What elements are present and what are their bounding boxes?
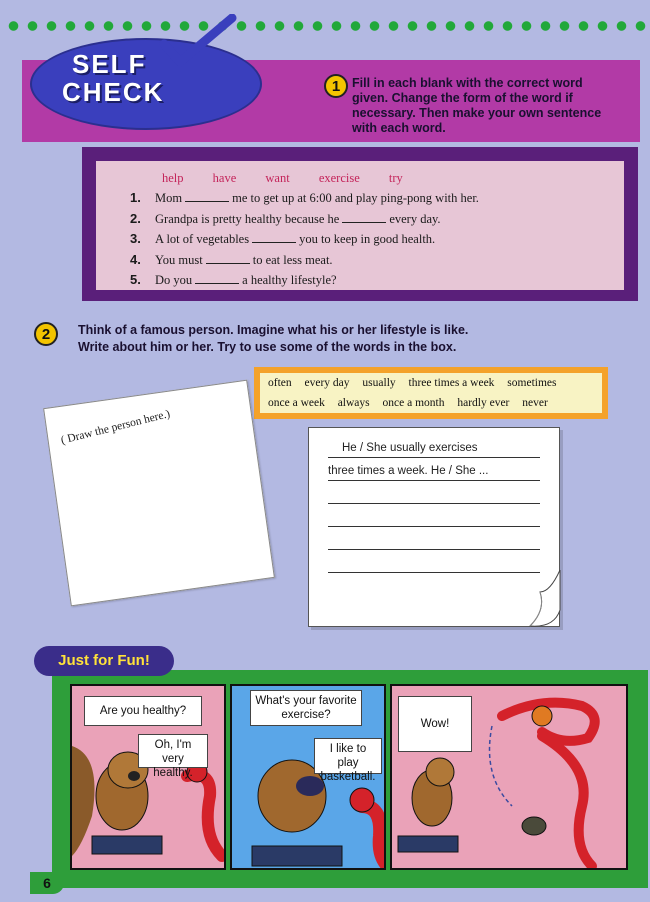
frequency-word: three times a week — [408, 377, 495, 389]
sentence-item — [130, 209, 610, 230]
answer-blank[interactable] — [252, 231, 296, 243]
comic-panel-2 — [230, 684, 386, 870]
word-item: have — [212, 171, 237, 185]
frequency-word: every day — [304, 377, 350, 389]
frequency-word: always — [337, 397, 370, 409]
speech-bubble: What's your favorite exercise? — [250, 690, 362, 726]
answer-blank[interactable] — [195, 272, 239, 284]
sentence-item — [130, 270, 610, 291]
sentence-number: 2. — [130, 210, 141, 226]
sentence-before: Grandpa is pretty healthy because he — [155, 211, 340, 226]
sentence-after: you to keep in good health. — [299, 232, 436, 246]
sentence-number: 3. — [130, 231, 141, 246]
word-item: help — [162, 171, 184, 185]
comic-panel-3 — [390, 684, 628, 870]
page-curl-icon — [510, 570, 564, 630]
sentence-after: to eat less meat. — [252, 252, 333, 267]
speech-bubble: Are you healthy? — [84, 696, 202, 726]
word-list — [162, 171, 429, 186]
sentence-before: A lot of vegetables — [155, 232, 250, 246]
sentence-before: Mom — [155, 191, 183, 205]
writing-line[interactable] — [328, 555, 540, 573]
sentence-item — [130, 229, 610, 250]
sentence-item — [130, 250, 610, 271]
answer-blank[interactable] — [342, 211, 386, 223]
page-number: 6 — [30, 872, 64, 894]
frequency-word: usually — [362, 377, 396, 389]
sentence-number: 5. — [130, 272, 141, 287]
title-line-1: SELF — [72, 49, 147, 79]
word-item: exercise — [318, 171, 360, 185]
sentence-number: 4. — [130, 251, 141, 267]
sentence-before: You must — [155, 252, 203, 267]
frequency-word: once a month — [382, 397, 445, 409]
drawing-area[interactable] — [43, 380, 275, 607]
writing-line[interactable] — [328, 532, 540, 550]
speech-bubble: I like to play basketball. — [314, 738, 382, 774]
speech-bubble: Wow! — [398, 696, 472, 752]
title-line-2: CHECK — [62, 77, 165, 107]
instruction-line-1: Think of a famous person. Imagine what his or her lifestyle is like. — [78, 323, 469, 337]
word-item: want — [265, 171, 290, 185]
word-row-2 — [268, 393, 594, 413]
sentence-before: Do you — [155, 273, 193, 287]
exercise-1-number: 1 — [324, 74, 348, 98]
sentence-list — [130, 188, 610, 291]
frequency-word: often — [268, 377, 292, 389]
page-title — [62, 50, 232, 106]
just-for-fun-label: Just for Fun! — [34, 646, 174, 676]
frequency-word-box — [254, 367, 608, 419]
instruction-line-2: Write about him or her. Try to use some of the words in the box. — [78, 340, 457, 354]
exercise-1-instruction: Fill in each blank with the correct word given. Change the form of the word if necessary. Then make your own sentence with each word. — [352, 76, 602, 135]
comic-panel-1 — [70, 684, 226, 870]
exercise-2-number: 2 — [34, 322, 58, 346]
frequency-word: never — [522, 397, 548, 409]
frequency-word-box-inner — [260, 373, 602, 413]
answer-blank[interactable] — [185, 190, 229, 202]
exercise-2-instruction — [78, 322, 598, 356]
sentence-after: a healthy lifestyle? — [242, 273, 337, 287]
speech-bubble: Oh, I'm very healthy. — [138, 734, 208, 768]
writing-line[interactable] — [328, 509, 540, 527]
writing-line[interactable]: He / She usually exercises — [328, 440, 540, 458]
sentence-after: me to get up at 6:00 and play ping-pong with her. — [232, 191, 479, 205]
answer-blank[interactable] — [206, 252, 250, 264]
drawing-area-label: ( Draw the person here.) — [59, 408, 172, 447]
word-row-1 — [268, 373, 594, 393]
word-item: try — [388, 171, 403, 185]
sentence-after: every day. — [389, 211, 441, 226]
frequency-word: sometimes — [507, 377, 557, 389]
frequency-word: once a week — [268, 397, 325, 409]
sentence-number: 1. — [130, 190, 141, 205]
writing-line[interactable]: three times a week. He / She ... — [328, 463, 540, 481]
dotted-border-top — [0, 18, 650, 34]
writing-line[interactable] — [328, 486, 540, 504]
sentence-item — [130, 188, 610, 209]
frequency-word: hardly ever — [457, 397, 510, 409]
